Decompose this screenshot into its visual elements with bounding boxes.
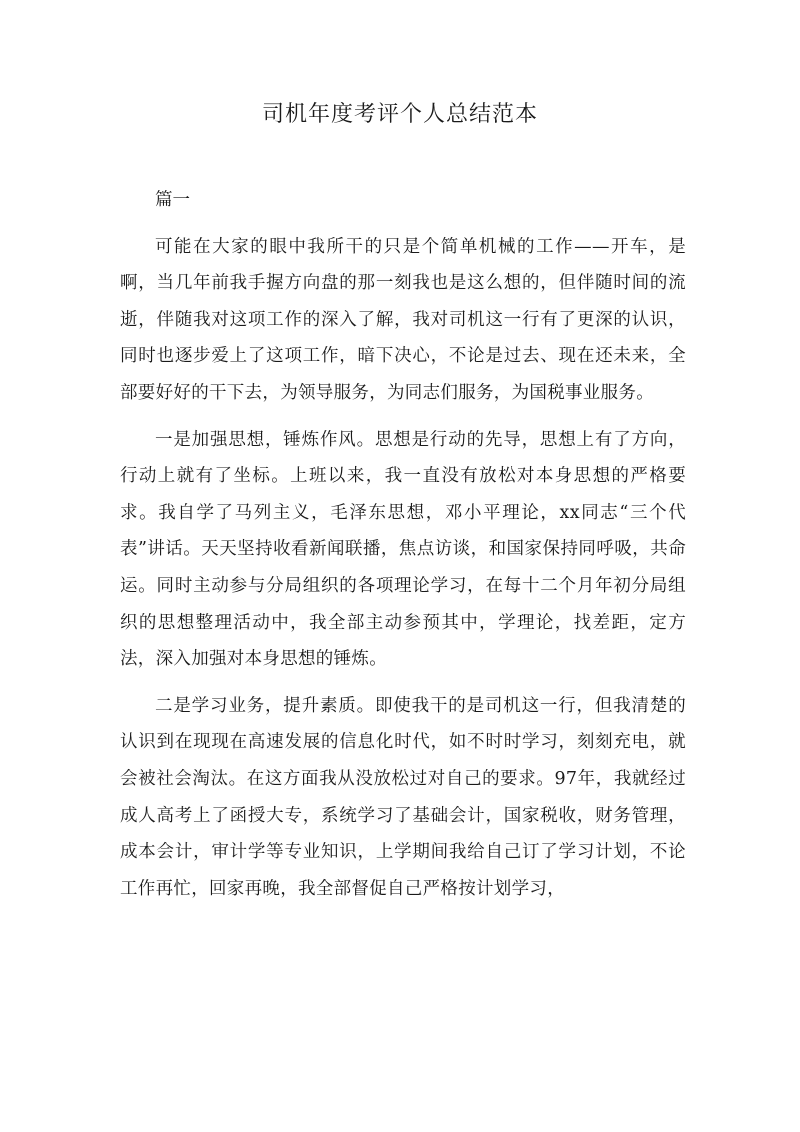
paragraph-thought: 一是加强思想，锤炼作风。思想是行动的先导，思想上有了方向，行动上就有了坐标。上班以来，我一直没有放松对本身思想的严格要求。我自学了马列主义，毛泽东思想，邓小平理论，xx同志“三个代表”讲话。天天坚持收看新闻联播，焦点访谈，和国家保持同呼吸，共命运。同时主动参与分局组织的各项理论学习，在每十二个月年初分局组织的思想整理活动中，我全部主动参预其中，学理论，找差距，定方法，深入加强对本身思想的锤炼。 — [120, 429, 686, 670]
paragraph-intro: 可能在大家的眼中我所干的只是个简单机械的工作——开车，是啊，当几年前我手握方向盘的那一刻我也是这么想的，但伴随时间的流逝，伴随我对这项工作的深入了解，我对司机这一行有了更深的认识，同时也逐步爱上了这项工作，暗下决心，不论是过去、现在还未来，全部要好好的干下去，为领导服务，为同志们服务，为国税事业服务。 — [120, 236, 686, 403]
document-body — [120, 182, 686, 917]
document-title: 司机年度考评个人总结范本 — [261, 102, 538, 127]
paragraph-study: 二是学习业务，提升素质。即使我干的是司机这一行，但我清楚的认识到在现现在高速发展的信息化时代，如不时时学习，刻刻充电，就会被社会淘汰。在这方面我从没放松过对自己的要求。97年，我就经过成人高考上了函授大专，系统学习了基础会计，国家税收，财务管理，成本会计，审计学等专业知识，上学期间我给自己订了学习计划，不论工作再忙，回家再晚，我全部督促自己严格按计划学习， — [120, 695, 686, 899]
section-label: 篇一 — [155, 190, 190, 210]
